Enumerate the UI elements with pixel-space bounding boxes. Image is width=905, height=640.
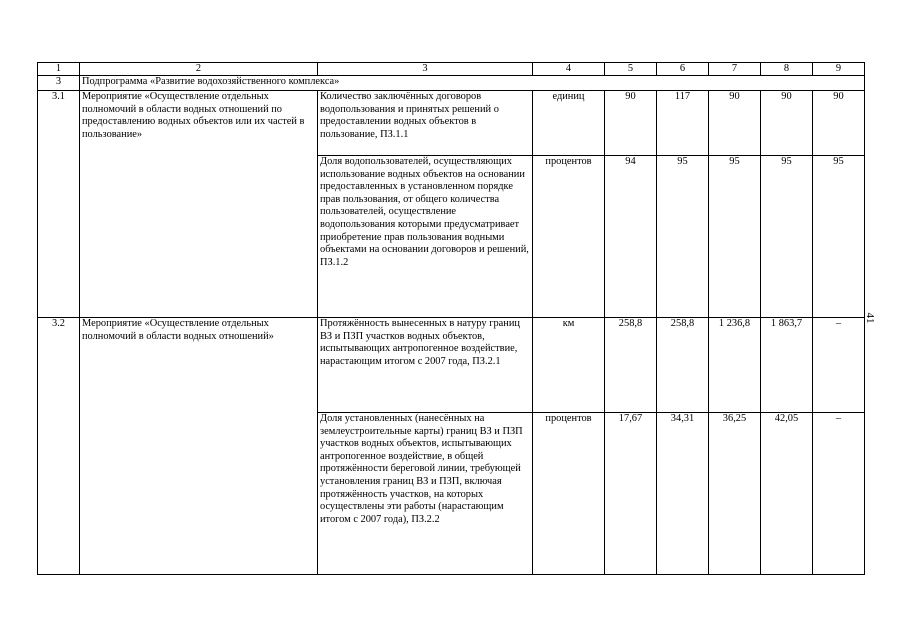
measure-name: Мероприятие «Осуществление отдельных полномочий в области водных отношений» — [80, 318, 318, 575]
value-col8: 95 — [761, 156, 813, 318]
value-col8: 42,05 — [761, 413, 813, 575]
unit: км — [533, 318, 605, 413]
value-col7: 95 — [709, 156, 761, 318]
value-col6: 34,31 — [657, 413, 709, 575]
value-col7: 90 — [709, 91, 761, 156]
table-row — [38, 91, 865, 156]
header-cell: 7 — [709, 63, 761, 76]
value-col5: 17,67 — [605, 413, 657, 575]
indicator-name: Доля установленных (нанесённых на землеустроительные карты) границ ВЗ и ПЗП участков водных объектов, испытывающих антропогенное воздействие, в общей протяжённости береговой линии, требующей установления границ ВЗ и ПЗП, включая протяжённость участков, на которых осуществлены эти работы (нарастающим итогом с 2007 года), ПЗ.2.2 — [318, 413, 533, 575]
header-cell: 4 — [533, 63, 605, 76]
header-cell: 1 — [38, 63, 80, 76]
value-col8: 90 — [761, 91, 813, 156]
subprogram-title: Подпрограмма «Развитие водохозяйственного комплекса» — [80, 76, 865, 91]
value-col7: 36,25 — [709, 413, 761, 575]
value-col6: 258,8 — [657, 318, 709, 413]
value-col9: – — [813, 318, 865, 413]
value-col9: – — [813, 413, 865, 575]
header-row — [38, 63, 865, 76]
value-col6: 95 — [657, 156, 709, 318]
unit: процентов — [533, 413, 605, 575]
value-col5: 94 — [605, 156, 657, 318]
table-row — [38, 318, 865, 413]
indicators-table — [37, 62, 865, 575]
header-cell: 6 — [657, 63, 709, 76]
value-col9: 95 — [813, 156, 865, 318]
page-number: 41 — [864, 312, 876, 324]
header-cell: 9 — [813, 63, 865, 76]
value-col5: 90 — [605, 91, 657, 156]
subprogram-number: 3 — [38, 76, 80, 91]
header-cell: 3 — [318, 63, 533, 76]
subprogram-row — [38, 76, 865, 91]
value-col6: 117 — [657, 91, 709, 156]
value-col9: 90 — [813, 91, 865, 156]
measure-name: Мероприятие «Осуществление отдельных полномочий в области водных отношений по предоставлению водных объектов или их частей в пользование» — [80, 91, 318, 318]
value-col8: 1 863,7 — [761, 318, 813, 413]
header-cell: 8 — [761, 63, 813, 76]
indicator-name: Протяжённость вынесенных в натуру границ ВЗ и ПЗП участков водных объектов, испытывающих антропогенное воздействие, нарастающим итогом с 2007 года, ПЗ.2.1 — [318, 318, 533, 413]
indicator-name: Количество заключённых договоров водопользования и принятых решений о предоставлении водных объектов в пользование, ПЗ.1.1 — [318, 91, 533, 156]
value-col7: 1 236,8 — [709, 318, 761, 413]
row-number: 3.1 — [38, 91, 80, 318]
header-cell: 5 — [605, 63, 657, 76]
unit: единиц — [533, 91, 605, 156]
header-cell: 2 — [80, 63, 318, 76]
value-col5: 258,8 — [605, 318, 657, 413]
row-number: 3.2 — [38, 318, 80, 575]
unit: процентов — [533, 156, 605, 318]
indicator-name: Доля водопользователей, осуществляющих использование водных объектов на основании предоставленных в установленном порядке прав пользования, от общего количества пользователей, осуществление водопользования которыми предусматривает приобретение прав пользования водными объектами на основании договоров и решений, ПЗ.1.2 — [318, 156, 533, 318]
